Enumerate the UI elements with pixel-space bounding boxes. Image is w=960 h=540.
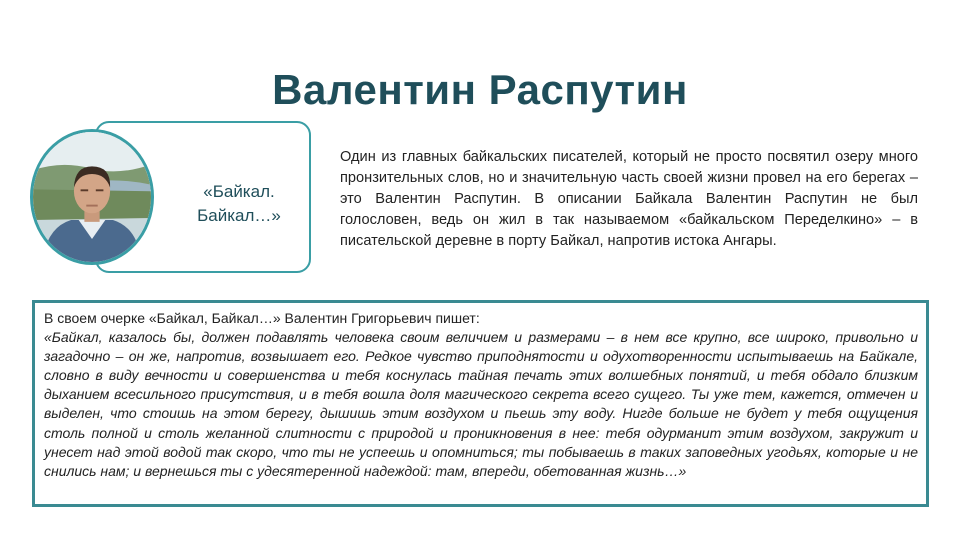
book-title-caption: «Байкал. Байкал…»	[197, 182, 281, 225]
quote-text: «Байкал, казалось бы, должен подавлять человека своим величием и размерами – в нем все крупно, все широко, привольно и загадочно – он же, напротив, возвышает его. Редкое чувство приподнятости и одухотворенности испытываешь на Байкале, словно в виду вечности и совершенства и тебя коснулась тайная печать этих волшебных понятий, и тебя обдало близким дыханием всесильного присутствия, и в тебя вошла доля магического секрета всего сущего. Ты уже тем, кажется, отмечен и выделен, что стоишь на этом берегу, дышишь этим воздухом и пьешь эту воду. Нигде больше не будет у тебя ощущения столь полной и столь желанной слитности с природой и проникновения в нее: тебя одурманит этим воздухом, закружит и унесет над этой водой так скоро, что ты не успеешь и опомниться; ты побываешь в таких заповедных угодьях, которые и не снились нам; и вернешься ты с удесятеренной надеждой: там, впереди, обетованная жизнь…»	[44, 328, 918, 479]
intro-paragraph: Один из главных байкальских писателей, который не просто посвятил озеру много пронзительных слов, но и значительную часть своей жизни провел на его берегах – это Валентин Распутин. В описании Байкала Валентин Распутин не был голословен, ведь он жил в так называемом «байкальском Переделкино» – в писательской деревне в порту Байкал, напротив истока Ангары.	[340, 149, 918, 249]
writer-portrait-icon	[33, 132, 151, 262]
quote-lead: В своем очерке «Байкал, Байкал…» Валентин Григорьевич пишет:	[44, 310, 480, 326]
slide-title: Валентин Распутин	[272, 66, 688, 114]
quote-box	[32, 300, 929, 507]
writer-portrait	[30, 129, 154, 265]
